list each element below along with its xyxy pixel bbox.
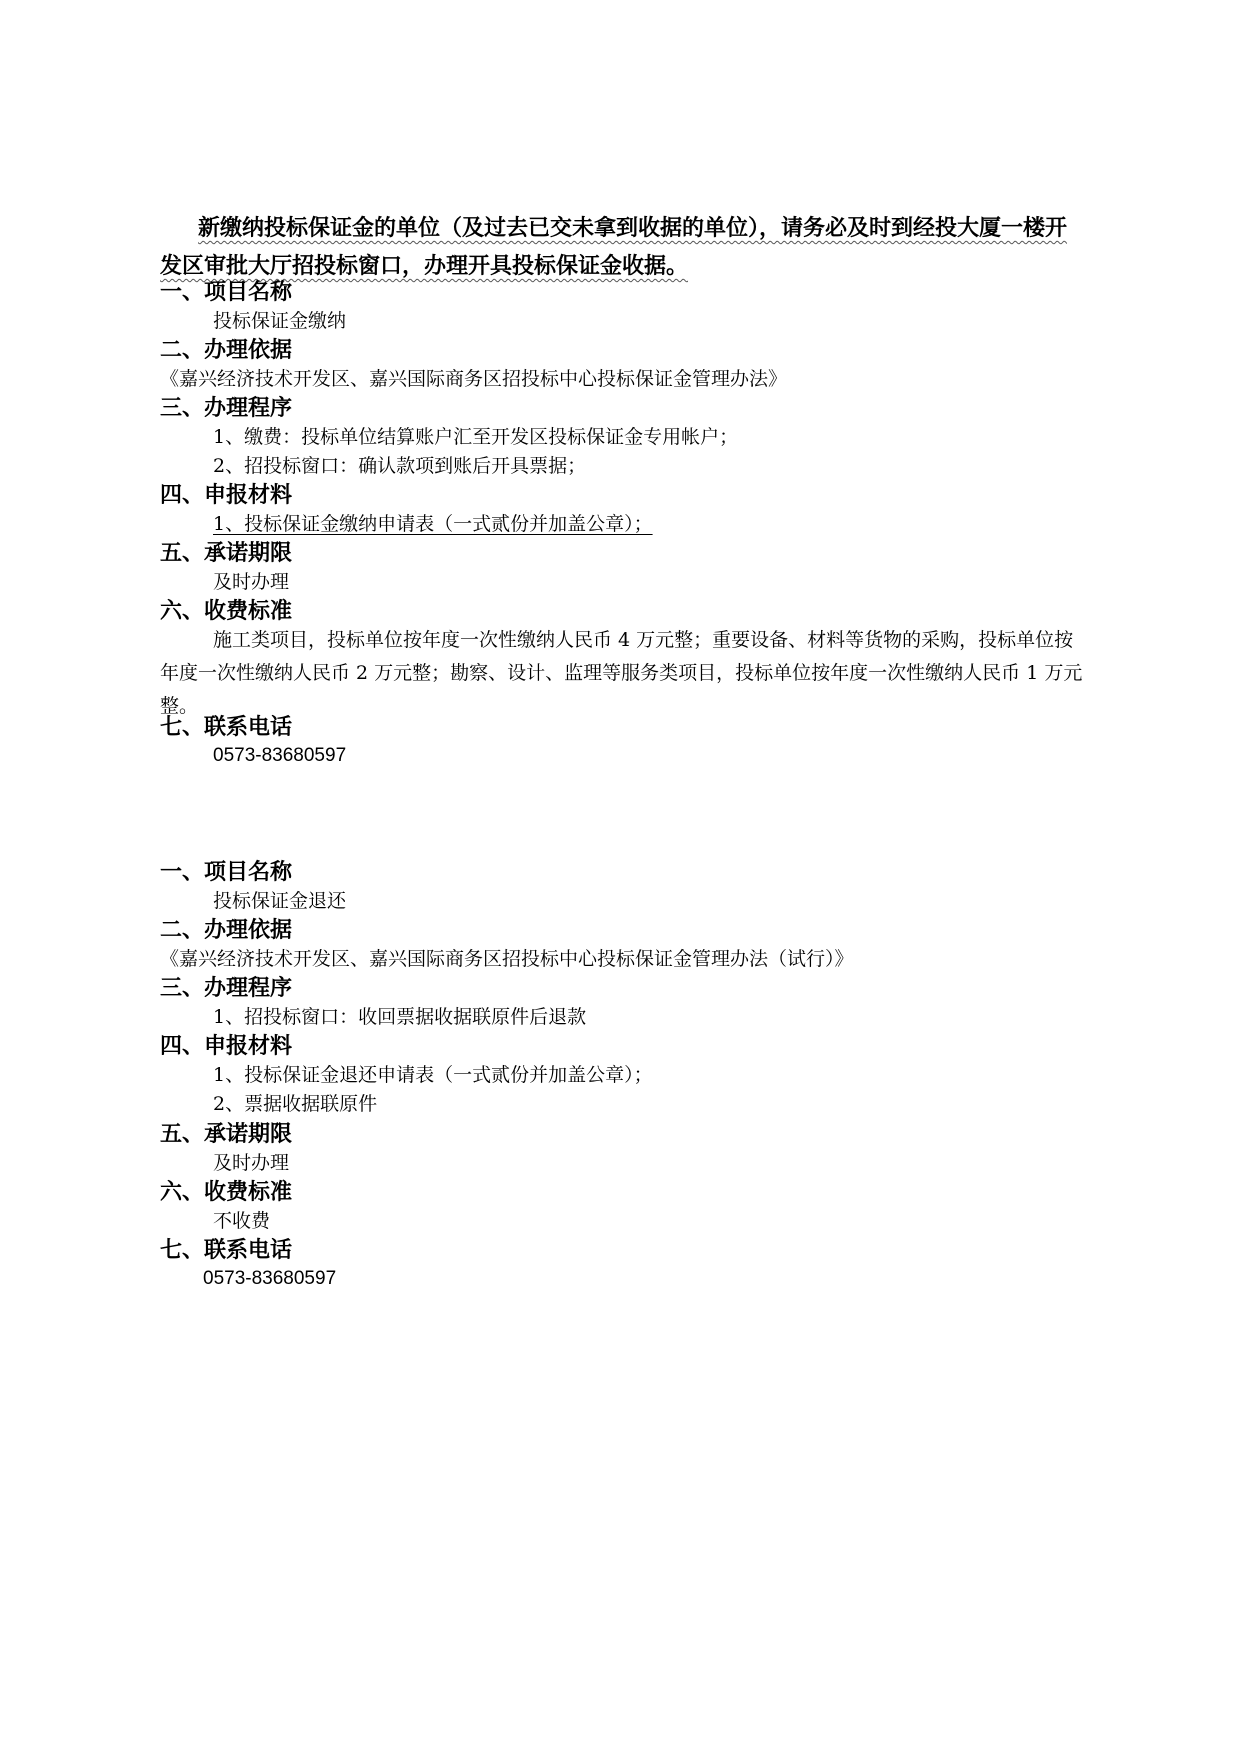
notice-paragraph [160,210,1085,286]
s1-heading-materials: 四、申报材料 [160,483,293,508]
s2-heading-deadline: 五、承诺期限 [160,1122,293,1147]
s2-deadline: 及时办理 [213,1152,290,1174]
s1-heading-contact: 七、联系电话 [160,715,293,740]
s1-item-name: 投标保证金缴纳 [213,310,347,332]
s2-item-name: 投标保证金退还 [213,890,347,912]
s1-heading-fee: 六、收费标准 [160,599,293,624]
s1-basis: 《嘉兴经济技术开发区、嘉兴国际商务区招投标中心投标保证金管理办法》 [160,368,788,390]
s2-phone: 0573-83680597 [203,1268,337,1289]
s2-heading-basis: 二、办理依据 [160,918,293,943]
s2-heading-item-name: 一、项目名称 [160,860,293,885]
s2-heading-procedure: 三、办理程序 [160,976,293,1001]
s1-step-2: 2、招投标窗口：确认款项到账后开具票据； [213,455,587,477]
s2-heading-contact: 七、联系电话 [160,1238,293,1263]
notice-text: 新缴纳投标保证金的单位（及过去已交未拿到收据的单位），请务必及时到经投大厦一楼开发区审批大厅招投标窗口，办理开具投标保证金收据。 [160,216,1068,279]
s1-heading-procedure: 三、办理程序 [160,396,293,421]
s1-deadline: 及时办理 [213,571,290,593]
s2-material-2: 2、票据收据联原件 [213,1093,378,1115]
s2-step-1: 1、招投标窗口：收回票据收据联原件后退款 [213,1006,587,1028]
s1-heading-item-name: 一、项目名称 [160,280,293,305]
s2-material-1: 1、投标保证金退还申请表（一式贰份并加盖公章）； [213,1064,653,1086]
s1-material-1: 1、投标保证金缴纳申请表（一式贰份并加盖公章）； [213,513,653,535]
s2-heading-materials: 四、申报材料 [160,1034,293,1059]
s2-heading-fee: 六、收费标准 [160,1180,293,1205]
s2-basis: 《嘉兴经济技术开发区、嘉兴国际商务区招投标中心投标保证金管理办法（试行）》 [160,948,854,970]
s1-heading-basis: 二、办理依据 [160,338,293,363]
s1-fee-text: 施工类项目，投标单位按年度一次性缴纳人民币 4 万元整；重要设备、材料等货物的采购，投标单位按年度一次性缴纳人民币 2 万元整；勘察、设计、监理等服务类项目，投标单位按年度一次性缴纳人民币 1 万元整。 [160,629,1083,717]
s1-step-1: 1、缴费：投标单位结算账户汇至开发区投标保证金专用帐户； [213,426,739,448]
s2-fee-text: 不收费 [213,1210,271,1232]
s1-phone: 0573-83680597 [213,745,347,766]
s1-heading-deadline: 五、承诺期限 [160,541,293,566]
